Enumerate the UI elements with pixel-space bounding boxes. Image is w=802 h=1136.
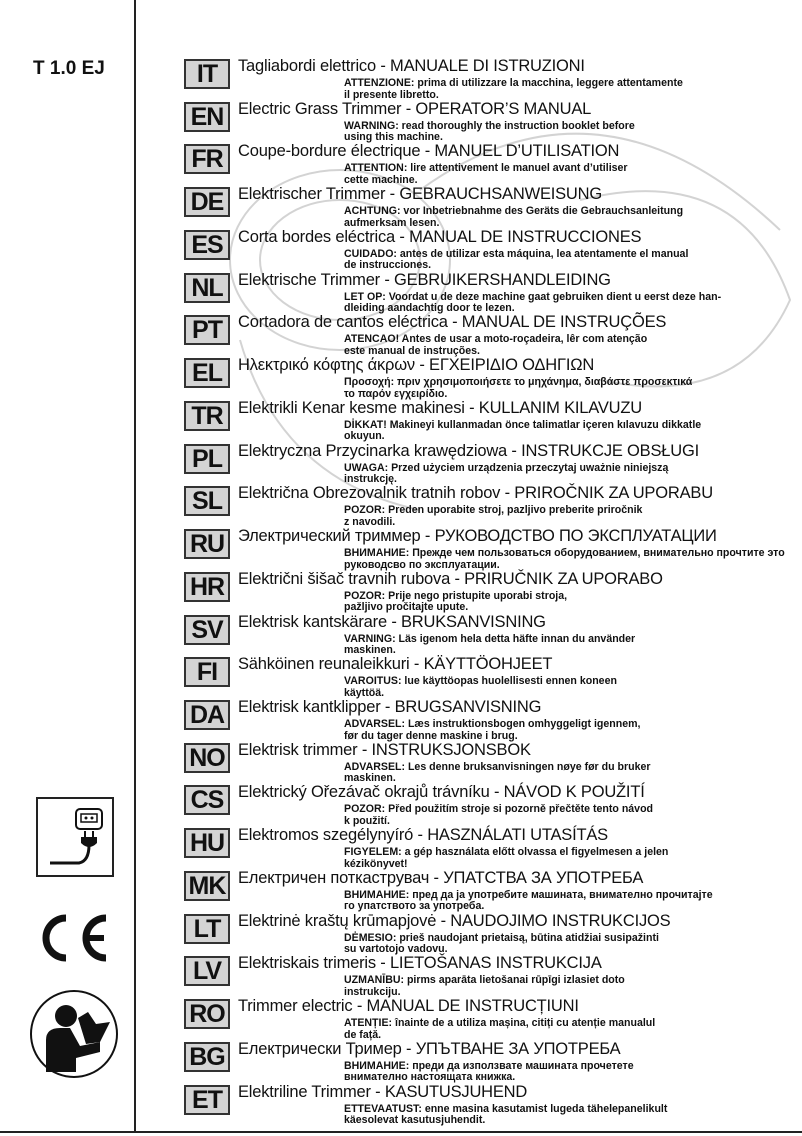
warning-text bbox=[344, 420, 701, 443]
warning-line-1: ATENȚIE: înainte de a utiliza mașina, citiți cu atenție manualul bbox=[344, 1017, 656, 1030]
warning-line-2: внимателно настоящата книжка. bbox=[344, 1071, 516, 1084]
warning-text bbox=[344, 1104, 667, 1127]
language-entry-hr bbox=[184, 569, 784, 615]
warning-line-2: k použití. bbox=[344, 814, 390, 827]
warning-line-1: WARNING: read thoroughly the instruction booklet before bbox=[344, 119, 635, 132]
warning-line-1: ВНИМАНИЕ: пред да ја употребите машината, внимателно прочитајте bbox=[344, 888, 713, 901]
warning-line-1: LET OP: Voordat u de deze machine gaat gebruiken dient u eerst deze han- bbox=[344, 290, 722, 303]
warning-line-1: ADVARSEL: Læs instruktionsbogen omhyggeligt igennem, bbox=[344, 718, 641, 731]
warning-line-1: ATENCAO! Antes de usar a moto-roçadeira, lêr com atenção bbox=[344, 333, 648, 346]
warning-line-2: using this machine. bbox=[344, 131, 443, 144]
manual-title: Elektrinė kraštų krūmapjovė - NAUDOJIMO INSTRUKCIJOS bbox=[238, 911, 671, 930]
language-code-badge: LT bbox=[184, 914, 230, 944]
warning-line-2: руководсво по эксплуатации. bbox=[344, 558, 500, 571]
warning-line-2: z navodili. bbox=[344, 515, 396, 528]
warning-line-2: pažljivo pročitajte upute. bbox=[344, 601, 469, 614]
ce-mark-icon bbox=[36, 912, 112, 969]
manual-title: Ηλεκτρικό κόφτης άκρων - ΕΓΧΕΙΡΙΔΙΟ ΟΔΗΓΙΩΝ bbox=[238, 356, 595, 375]
warning-line-2: este manual de instruções. bbox=[344, 344, 481, 357]
language-code-badge: SV bbox=[184, 615, 230, 645]
unplug-before-maintenance-icon bbox=[36, 797, 114, 877]
warning-line-1: ACHTUNG: vor Inbetriebnahme des Geräts die Gebrauchsanleitung bbox=[344, 205, 684, 218]
warning-line-2: instrukciju. bbox=[344, 985, 401, 998]
warning-line-1: FIGYELEM: a gép használata előtt olvassa el figyelmesen a jelen bbox=[344, 846, 669, 859]
warning-text bbox=[344, 377, 692, 400]
warning-line-1: POZOR: Preden uporabite stroj, pazljivo preberite priročnik bbox=[344, 504, 643, 517]
manual-title: Tagliabordi elettrico - MANUALE DI ISTRUZIONI bbox=[238, 57, 585, 75]
language-entry-lt bbox=[184, 911, 784, 957]
warning-line-2: го упатството за употреба. bbox=[344, 900, 485, 913]
language-entry-ro bbox=[184, 999, 784, 1042]
language-code-badge: IT bbox=[184, 59, 230, 89]
language-code-badge: RU bbox=[184, 529, 230, 559]
language-code-badge: ET bbox=[184, 1085, 230, 1115]
language-entry-da bbox=[184, 700, 784, 743]
language-entry-fr bbox=[184, 144, 784, 187]
read-manual-icon bbox=[28, 988, 120, 1085]
warning-line-1: DİKKAT! Makineyi kullanmadan önce talimatlar içeren kılavuzu dikkatle bbox=[344, 418, 702, 431]
manual-title: Elektrische Trimmer - GEBRUIKERSHANDLEIDING bbox=[238, 270, 611, 289]
language-code-badge: PL bbox=[184, 444, 230, 474]
warning-line-1: DĖMESIO: prieš naudojant prietaisą, būtina atidžiai susipažinti bbox=[344, 931, 659, 944]
language-code-badge: RO bbox=[184, 999, 230, 1029]
warning-line-2: maskinen. bbox=[344, 772, 396, 785]
manual-title: Corta bordes eléctrica - MANUAL DE INSTRUCCIONES bbox=[238, 227, 642, 246]
manual-title: Електричен поткаструвач - УПАТСТВА ЗА УПОТРЕБА bbox=[238, 868, 644, 887]
warning-line-2: før du tager denne maskine i brug. bbox=[344, 729, 518, 742]
manual-title: Elektrický Ořezávač okrajů trávníku - NÁVOD K POUŽITÍ bbox=[238, 783, 645, 802]
language-entry-tr bbox=[184, 398, 784, 444]
language-code-badge: FI bbox=[184, 657, 230, 687]
warning-text bbox=[344, 719, 640, 742]
language-list bbox=[184, 59, 784, 1127]
warning-line-2: kézikönyvet! bbox=[344, 857, 408, 870]
manual-title: Cortadora de cantos eléctrica - MANUAL DE INSTRUÇÕES bbox=[238, 313, 667, 332]
warning-text bbox=[344, 933, 659, 956]
warning-text bbox=[344, 890, 713, 913]
warning-text bbox=[344, 676, 617, 699]
language-code-badge: FR bbox=[184, 144, 230, 174]
warning-line-1: POZOR: Před použitím stroje si pozorně přečtěte tento návod bbox=[344, 803, 654, 816]
language-code-badge: CS bbox=[184, 785, 230, 815]
warning-line-2: de față. bbox=[344, 1028, 382, 1041]
language-code-badge: SL bbox=[184, 486, 230, 516]
manual-title: Elektriskais trimeris - LIETOŠANAS INSTRUKCIJA bbox=[238, 954, 602, 973]
warning-text bbox=[344, 975, 625, 998]
warning-text bbox=[344, 334, 647, 357]
warning-text bbox=[344, 121, 635, 144]
warning-line-1: POZOR: Prije nego pristupite uporabi stroja, bbox=[344, 589, 568, 602]
language-code-badge: NO bbox=[184, 743, 230, 773]
warning-line-2: aufmerksam lesen. bbox=[344, 216, 440, 229]
language-entry-lv bbox=[184, 956, 784, 999]
language-entry-hu bbox=[184, 828, 784, 871]
warning-text bbox=[344, 634, 635, 657]
language-entry-cs bbox=[184, 785, 784, 828]
language-code-badge: LV bbox=[184, 956, 230, 986]
manual-title: Električna Obrezovalnik tratnih robov - PRIROČNIK ZA UPORABU bbox=[238, 484, 713, 503]
language-entry-pt bbox=[184, 315, 784, 358]
language-code-badge: HU bbox=[184, 828, 230, 858]
warning-text bbox=[344, 206, 683, 229]
manual-title: Elektryczna Przycinarka krawędziowa - INSTRUKCJE OBSŁUGI bbox=[238, 441, 700, 460]
language-entry-es bbox=[184, 227, 784, 273]
warning-text bbox=[344, 1018, 655, 1041]
manual-title: Električni šišač travnih rubova - PRIRUČNIK ZA UPORABO bbox=[238, 569, 663, 588]
warning-text bbox=[344, 591, 567, 614]
warning-line-2: cette machine. bbox=[344, 173, 418, 186]
language-entry-sl bbox=[184, 486, 784, 529]
warning-text bbox=[344, 505, 642, 528]
warning-line-1: ВНИМАНИЕ: преди да използвате машината прочетете bbox=[344, 1059, 634, 1072]
warning-line-1: CUIDADO: antes de utilizar esta máquina, lea atentamente el manual bbox=[344, 247, 689, 260]
language-entry-sv bbox=[184, 612, 784, 658]
language-code-badge: DA bbox=[184, 700, 230, 730]
column-divider bbox=[134, 0, 136, 1132]
language-code-badge: BG bbox=[184, 1042, 230, 1072]
warning-line-2: okuyun. bbox=[344, 430, 385, 443]
warning-line-1: ВНИМАНИЕ: Прежде чем пользоваться оборудованием, внимательно прочтите это bbox=[344, 547, 785, 560]
warning-text bbox=[344, 804, 653, 827]
language-code-badge: HR bbox=[184, 572, 230, 602]
manual-title: Elektriline Trimmer - KASUTUSJUHEND bbox=[238, 1082, 528, 1101]
warning-line-1: VAROITUS: lue käyttöopas huolellisesti ennen koneen bbox=[344, 675, 617, 688]
warning-line-1: Προσοχή: πριν χρησιμοποιήσετε το μηχάνημα, διαβάστε προσεκτικά bbox=[344, 376, 693, 389]
model-number: T 1.0 EJ bbox=[33, 58, 105, 79]
language-code-badge: EL bbox=[184, 358, 230, 388]
manual-title: Elektrisk kantklipper - BRUGSANVISNING bbox=[238, 698, 542, 717]
language-entry-et bbox=[184, 1082, 784, 1128]
warning-text bbox=[344, 292, 721, 315]
language-entry-fi bbox=[184, 657, 784, 700]
warning-line-1: ATTENZIONE: prima di utilizzare la macchina, leggere attentamente bbox=[344, 77, 683, 89]
warning-line-2: de instrucciones. bbox=[344, 259, 432, 272]
warning-line-1: ATTENTION: lire attentivement le manuel avant d’utiliser bbox=[344, 162, 628, 175]
warning-line-1: ADVARSEL: Les denne bruksanvisningen nøye før du bruker bbox=[344, 760, 651, 773]
manual-title: Sähköinen reunaleikkuri - KÄYTTÖOHJEET bbox=[238, 655, 553, 674]
manual-title: Coupe-bordure électrique - MANUEL D’UTILISATION bbox=[238, 142, 620, 161]
warning-line-2: su vartotojo vadovu. bbox=[344, 943, 448, 956]
language-entry-bg bbox=[184, 1039, 784, 1085]
warning-text bbox=[344, 163, 628, 186]
language-entry-no bbox=[184, 740, 784, 786]
language-code-badge: PT bbox=[184, 315, 230, 345]
language-code-badge: NL bbox=[184, 273, 230, 303]
warning-line-2: käesolevat kasutusjuhendit. bbox=[344, 1114, 486, 1127]
language-entry-en bbox=[184, 99, 784, 145]
warning-line-2: maskinen. bbox=[344, 644, 396, 657]
warning-line-1: UZMANĪBU: pirms aparāta lietošanai rūpīgi izlasiet doto bbox=[344, 974, 625, 987]
language-entry-ru bbox=[184, 529, 784, 572]
manual-title: Електрически Тример - УПЪТВАНЕ ЗА УПОТРЕБА bbox=[238, 1039, 621, 1058]
language-code-badge: DE bbox=[184, 187, 230, 217]
language-entry-el bbox=[184, 358, 784, 401]
warning-text bbox=[344, 463, 668, 486]
language-code-badge: EN bbox=[184, 102, 230, 132]
manual-title: Electric Grass Trimmer - OPERATOR’S MANUAL bbox=[238, 99, 592, 118]
warning-line-2: το παρόν εγχειρίδιο. bbox=[344, 387, 448, 400]
warning-text bbox=[344, 78, 683, 101]
manual-title: Trimmer electric - MANUAL DE INSTRUCȚIUNI bbox=[238, 997, 579, 1016]
language-code-badge: MK bbox=[184, 871, 230, 901]
warning-text bbox=[344, 1061, 634, 1084]
manual-title: Elektrischer Trimmer - GEBRAUCHSANWEISUNG bbox=[238, 185, 603, 204]
manual-title: Elektromos szegélynyíró - HASZNÁLATI UTASÍTÁS bbox=[238, 826, 608, 845]
warning-line-1: ETTEVAATUST: enne masina kasutamist lugeda tähelepanelikult bbox=[344, 1102, 668, 1115]
warning-text bbox=[344, 762, 650, 785]
warning-line-1: UWAGA: Przed użyciem urządzenia przeczytaj uważnie niniejszą bbox=[344, 461, 669, 474]
language-entry-de bbox=[184, 187, 784, 230]
warning-text bbox=[344, 548, 785, 571]
warning-line-1: VARNING: Läs igenom hela detta häfte innan du använder bbox=[344, 632, 636, 645]
manual-title: Elektrisk kantskärare - BRUKSANVISNING bbox=[238, 612, 546, 631]
manual-title: Elektrisk trimmer - INSTRUKSJONSBOK bbox=[238, 740, 531, 759]
warning-text bbox=[344, 847, 668, 870]
language-code-badge: ES bbox=[184, 230, 230, 260]
warning-line-2: instrukcję. bbox=[344, 473, 397, 486]
manual-title: Elektrikli Kenar kesme makinesi - KULLANIM KILAVUZU bbox=[238, 398, 642, 417]
language-entry-it bbox=[184, 59, 784, 102]
bottom-rule bbox=[0, 1131, 802, 1133]
warning-line-2: dleiding aandachtig door te lezen. bbox=[344, 302, 515, 315]
warning-line-2: käyttöä. bbox=[344, 686, 385, 699]
manual-title: Электрический триммер - РУКОВОДСТВО ПО ЭКСПЛУАТАЦИИ bbox=[238, 527, 717, 546]
language-entry-mk bbox=[184, 868, 784, 914]
warning-line-2: il presente libretto. bbox=[344, 88, 439, 101]
language-entry-nl bbox=[184, 270, 784, 316]
language-entry-pl bbox=[184, 441, 784, 487]
warning-text bbox=[344, 249, 688, 272]
language-code-badge: TR bbox=[184, 401, 230, 431]
